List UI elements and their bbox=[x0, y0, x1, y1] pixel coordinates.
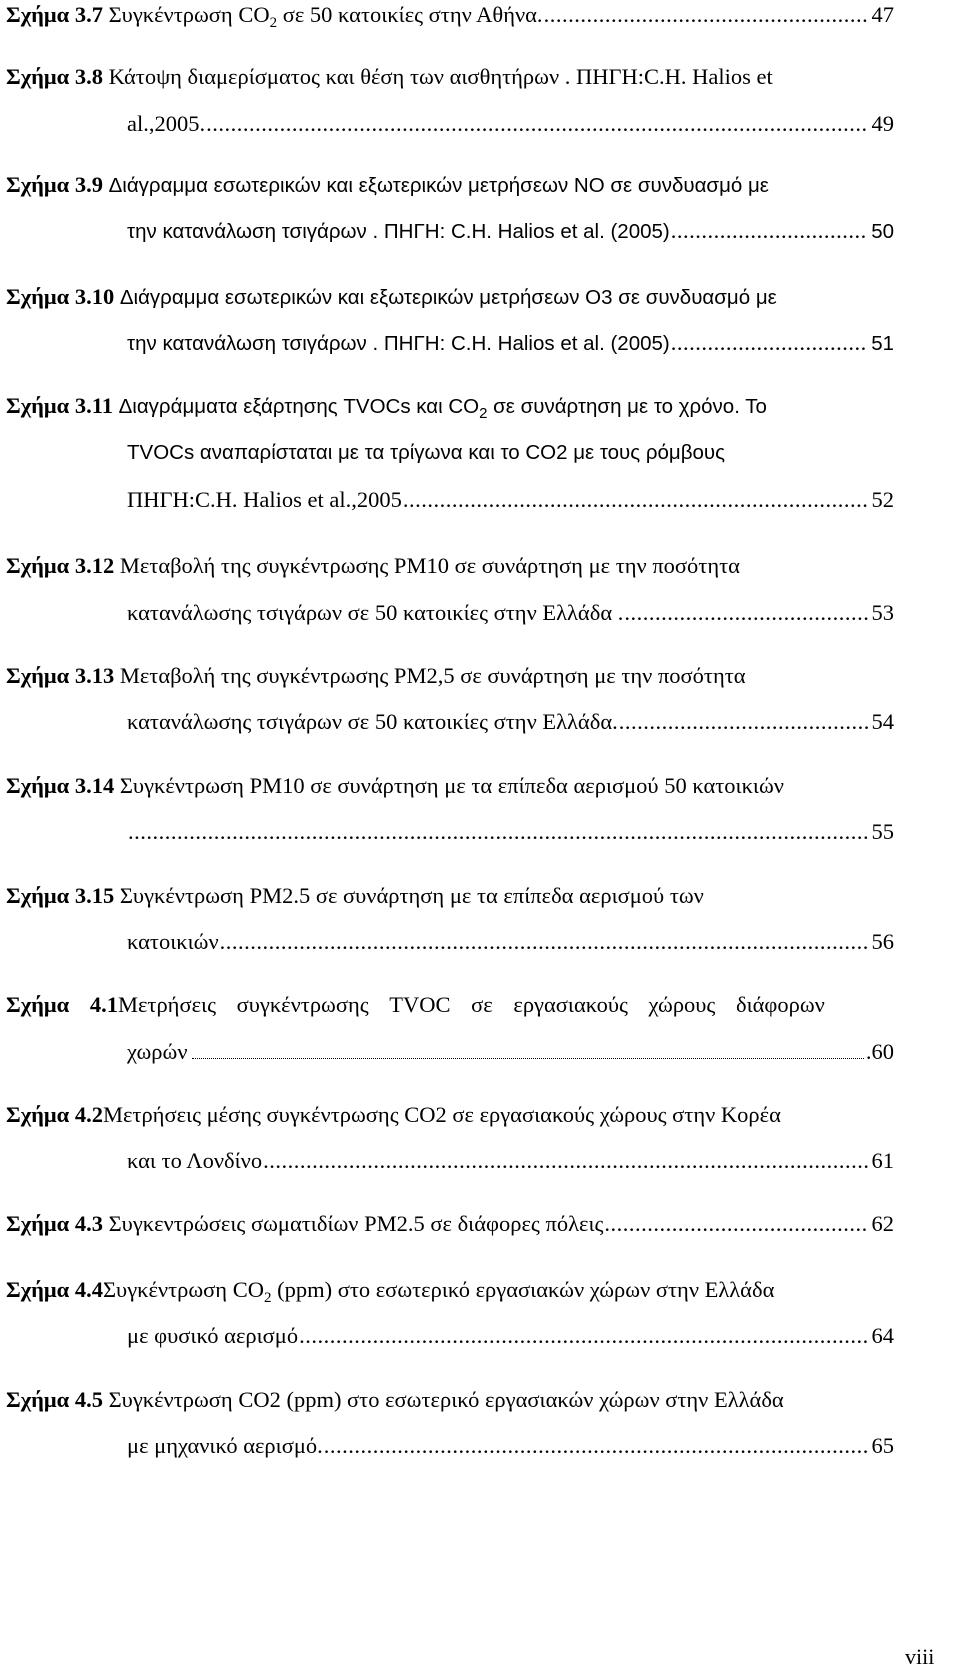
caption-text: με φυσικό αερισμό bbox=[127, 1323, 299, 1348]
figure-label: Σχήμα 3.8 bbox=[6, 64, 103, 89]
subscript: 2 bbox=[269, 15, 278, 31]
caption-text: την κατανάλωση τσιγάρων . ΠΗΓΗ: C.H. Halios et al. (2005) bbox=[127, 332, 670, 355]
caption-text: και το Λονδίνο bbox=[127, 1148, 263, 1173]
leader-dots bbox=[324, 1431, 868, 1461]
leader-dots bbox=[671, 328, 867, 358]
leader-dots bbox=[624, 598, 867, 628]
caption-text: Συγκέντρωση PM10 σε συνάρτηση με τα επίπεδα αερισμού 50 κατοικιών bbox=[119, 773, 784, 798]
caption-text: ΠΗΓΗ:C.H. Halios et al.,2005 bbox=[127, 487, 402, 512]
caption-text: al.,2005. bbox=[127, 111, 206, 136]
caption-text: Συγκέντρωση PM2.5 σε συνάρτηση με τα επίπεδα αερισμού των bbox=[119, 883, 704, 908]
page-ref: 65 bbox=[871, 1433, 894, 1458]
caption-text: Μετρήσεις μέσης συγκέντρωσης CO2 σε εργασιακούς χώρους στην Κορέα bbox=[102, 1102, 781, 1127]
figure-label: Σχήμα 4.2 bbox=[6, 1102, 103, 1127]
caption-text: Διαγράμματα εξάρτησης TVOCs και CO bbox=[118, 395, 480, 418]
figure-label: Σχήμα 4.4 bbox=[6, 1277, 103, 1302]
caption-text: TVOCs αναπαρίσταται με τα τρίγωνα και το CO2 με τους ρόμβους bbox=[127, 441, 726, 464]
subscript: 2 bbox=[263, 1290, 272, 1306]
figure-label: Σχήμα 3.11 bbox=[6, 393, 113, 418]
caption-text: σε συνάρτηση με το χρόνο. Το bbox=[493, 395, 767, 418]
figure-label: Σχήμα 3.13 bbox=[6, 663, 115, 688]
leader-dots bbox=[206, 109, 867, 139]
page-ref: 50 bbox=[871, 220, 894, 243]
caption-text: χωρών bbox=[127, 1039, 188, 1064]
caption-text: Διάγραμμα εσωτερικών και εξωτερικών μετρήσεων Ο3 σε συνδυασμό με bbox=[119, 286, 777, 309]
leader-dots bbox=[619, 707, 868, 737]
page-ref: 53 bbox=[871, 600, 894, 625]
page-number: viii bbox=[905, 1644, 935, 1669]
page-ref: 52 bbox=[871, 487, 894, 512]
leader-dots bbox=[220, 927, 868, 957]
figure-label: Σχήμα 4.5 bbox=[6, 1387, 103, 1412]
leader-dots bbox=[671, 216, 867, 246]
leader-dots bbox=[128, 817, 868, 847]
caption-text: κατοικιών bbox=[127, 929, 219, 954]
subscript: 2 bbox=[479, 405, 488, 422]
page-ref: 55 bbox=[871, 819, 894, 844]
figure-label: Σχήμα 3.9 bbox=[6, 172, 103, 197]
figure-label: Σχήμα 3.10 bbox=[6, 284, 115, 309]
figure-label: Σχήμα 3.12 bbox=[6, 553, 115, 578]
figure-label: Σχήμα 4.1 bbox=[6, 992, 118, 1017]
caption-text: κατανάλωσης τσιγάρων σε 50 κατοικίες στην Ελλάδα. bbox=[127, 709, 618, 734]
page-ref: 51 bbox=[871, 332, 894, 355]
caption-text: Μεταβολή της συγκέντρωσης PM10 σε συνάρτηση με την ποσότητα bbox=[119, 553, 740, 578]
caption-text: Μετρήσεις συγκέντρωσης TVOC σε εργασιακούς χώρους διάφορων bbox=[117, 992, 825, 1017]
caption-text: Συγκέντρωση CO2 (ppm) στο εσωτερικό εργασιακών χώρων στην Ελλάδα bbox=[108, 1387, 784, 1412]
leader-line bbox=[192, 1058, 864, 1059]
caption-text: Συγκεντρώσεις σωματιδίων PM2.5 σε διάφορες πόλεις bbox=[108, 1211, 604, 1236]
figure-label: Σχήμα 3.14 bbox=[6, 773, 115, 798]
leader-dots bbox=[544, 0, 868, 30]
caption-text: Διάγραμμα εσωτερικών και εξωτερικών μετρήσεων ΝΟ σε συνδυασμό με bbox=[108, 174, 769, 197]
page-ref: 61 bbox=[871, 1148, 894, 1173]
caption-text: κατανάλωσης τσιγάρων σε 50 κατοικίες στην Ελλάδα . bbox=[127, 600, 624, 625]
figure-label: Σχήμα 4.3 bbox=[6, 1211, 103, 1236]
caption-text: Συγκέντρωση CO bbox=[102, 1277, 264, 1302]
leader-dots bbox=[299, 1321, 867, 1351]
caption-text: Μεταβολή της συγκέντρωσης PM2,5 σε συνάρτηση με την ποσότητα bbox=[119, 663, 746, 688]
page-ref: 54 bbox=[871, 709, 894, 734]
page-ref: 62 bbox=[871, 1211, 894, 1236]
page-ref: .60 bbox=[865, 1039, 894, 1064]
caption-text: σε 50 κατοικίες στην Αθήνα. bbox=[282, 2, 543, 27]
caption-text: την κατανάλωση τσιγάρων . ΠΗΓΗ: C.H. Halios et al. (2005) bbox=[127, 220, 670, 243]
leader-dots bbox=[263, 1146, 867, 1176]
leader-dots bbox=[403, 485, 868, 515]
leader-dots bbox=[604, 1209, 867, 1239]
caption-text: με μηχανικό αερισμό. bbox=[127, 1433, 323, 1458]
caption-text: (ppm) στο εσωτερικό εργασιακών χώρων στην Ελλάδα bbox=[277, 1277, 775, 1302]
figure-label: Σχήμα 3.15 bbox=[6, 883, 115, 908]
page-ref: 49 bbox=[871, 111, 894, 136]
caption-text: Κάτοψη διαμερίσματος και θέση των αισθητήρων . ΠΗΓΗ:C.H. Halios et bbox=[108, 64, 773, 89]
caption-text: Συγκέντρωση CO bbox=[108, 2, 270, 27]
figure-label: Σχήμα 3.7 bbox=[6, 2, 103, 27]
page-ref: 47 bbox=[871, 2, 894, 27]
page-ref: 64 bbox=[871, 1323, 894, 1348]
page-ref: 56 bbox=[871, 929, 894, 954]
